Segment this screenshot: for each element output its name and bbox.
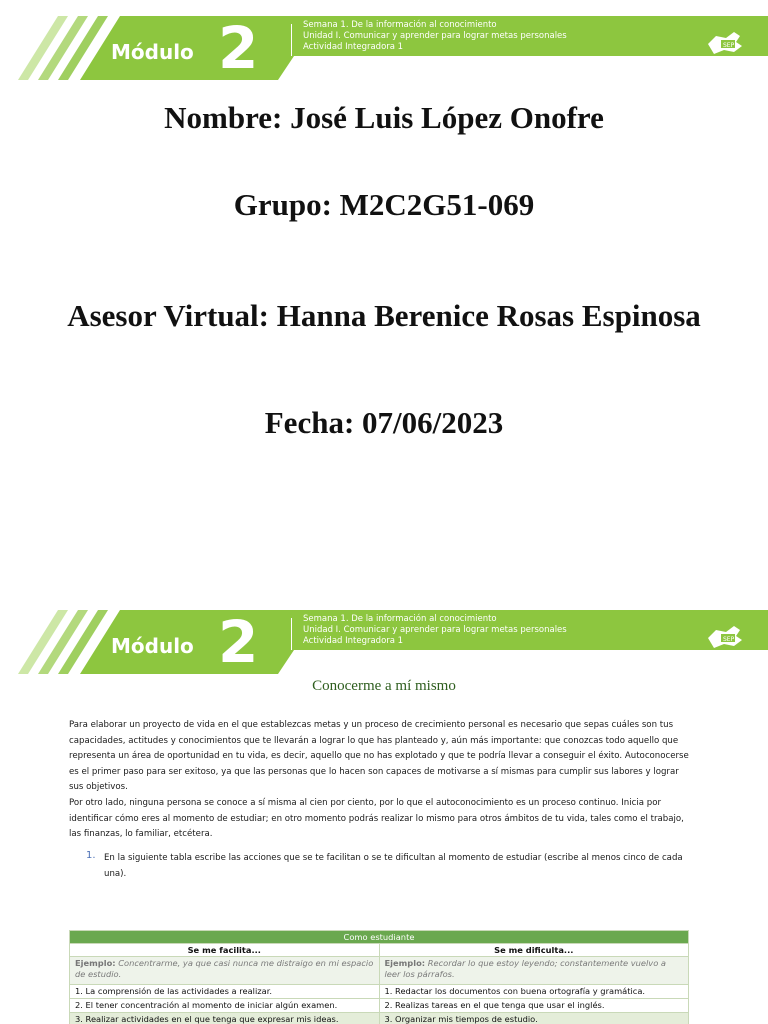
example-hard-cell: Ejemplo: Recordar lo que estoy leyendo; constantemente vuelvo a leer los párrafos. [379,957,689,985]
module-label: Módulo [111,634,194,658]
example-row [70,957,689,985]
table-row [70,999,689,1013]
easy-cell: 1. La comprensión de las actividades a realizar. [70,985,380,999]
unit-line: Unidad I. Comunicar y aprender para lograr metas personales [303,31,567,41]
header-hard: Se me dificulta... [379,944,689,957]
list-number: 1. [86,850,96,861]
date: Fecha: 07/06/2023 [264,405,504,440]
banner-separator [291,618,292,650]
student-table [69,930,689,1024]
activity-line: Actividad Integradora 1 [303,42,404,52]
svg-text:SEP: SEP [723,636,735,643]
header-easy: Se me facilita... [70,944,380,957]
hard-cell: 1. Redactar los documentos con buena ortografía y gramática. [379,985,689,999]
module-banner-page2 [0,610,768,674]
activity-line: Actividad Integradora 1 [303,636,404,646]
table-caption: Como estudiante [70,931,689,944]
module-number: 2 [218,610,259,674]
easy-cell: 3. Realizar actividades en el que tenga que expresar mis ideas. [70,1013,380,1024]
student-name: Nombre: José Luis López Onofre [164,100,604,135]
group-code: Grupo: M2C2G51-069 [233,187,535,222]
week-line: Semana 1. De la información al conocimiento [303,614,497,624]
module-label: Módulo [111,40,194,64]
module-number: 2 [218,16,259,80]
second-paragraph: Por otro lado, ninguna persona se conoce a sí misma al cien por ciento, por lo que el autoconocimiento es un proceso continuo. Inicia por identificar cómo eres al momento de estudiar; en otro momento podrás realizar lo mismo para otros ámbitos de tu vida, tales como el trabajo, las finanzas, lo familiar, etcétera. [69,798,684,839]
banner-separator [291,24,292,56]
prepa-logo-icon [704,620,746,654]
hard-cell: 2. Realizas tareas en el que tenga que usar el inglés. [379,999,689,1013]
unit-line: Unidad I. Comunicar y aprender para lograr metas personales [303,625,567,635]
banner-info [303,20,567,53]
week-line: Semana 1. De la información al conocimiento [303,20,497,30]
svg-text:SEP: SEP [723,42,735,49]
easy-cell: 2. El tener concentración al momento de iniciar algún examen. [70,999,380,1013]
instruction-text: En la siguiente tabla escribe las acciones que se te facilitan o se te dificultan al momento de estudiar (escribe al menos cinco de cada una). [104,853,683,879]
table-row [70,985,689,999]
banner-info [303,614,567,647]
hard-cell: 3. Organizar mis tiempos de estudio. [379,1013,689,1024]
prepa-logo-icon [704,26,746,60]
virtual-advisor: Asesor Virtual: Hanna Berenice Rosas Espinosa [67,298,701,333]
example-easy-cell: Ejemplo: Concentrarme, ya que casi nunca me distraigo en mi espacio de estudio. [70,957,380,985]
module-banner [0,16,768,80]
intro-paragraph: Para elaborar un proyecto de vida en el que establezcas metas y un proceso de crecimiento personal es necesario que sepas cuáles son tus capacidades, actitudes y conocimientos que te llevarán a lograr lo que has planteado y, aún más importante: que conozcas todo aquello que representa un área de oportunidad en tu vida, es decir, aquello que no has explotado y que te podría llevar a conseguir el éxito. Autoconocerse es el primer paso para ser exitoso, ya que las personas que lo hacen son capaces de motivarse a sí mismas para cumplir sus labores y lograr sus objetivos. [69,720,689,792]
section-title: Conocerme a mí mismo [312,678,456,694]
table-row [70,1013,689,1024]
